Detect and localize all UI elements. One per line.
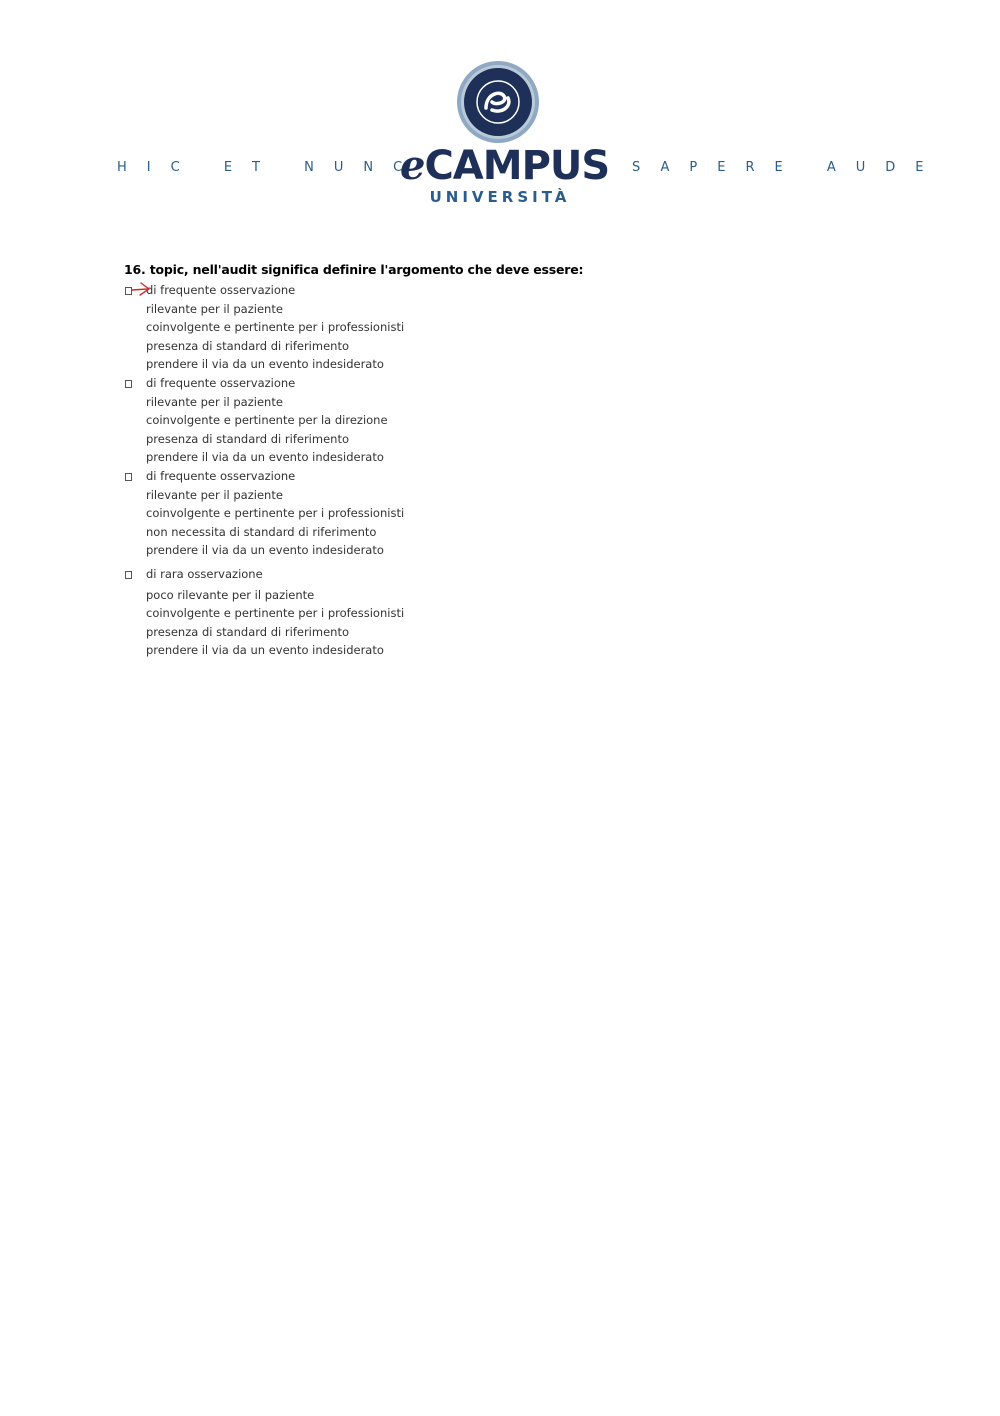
brand-subtitle: UNIVERSITÀ (429, 188, 571, 206)
option-line: di frequente osservazione (146, 375, 296, 390)
motto-left: HIC ET NUNC (117, 160, 423, 175)
answer-option-3[interactable] (124, 467, 884, 560)
option-line: poco rilevante per il paziente (146, 587, 315, 602)
option-line: prendere il via da un evento indesiderato (146, 450, 384, 465)
option-line: prendere il via da un evento indesiderato (146, 357, 384, 372)
option-line: coinvolgente e pertinente per i professionisti (146, 606, 405, 621)
option-line: rilevante per il paziente (146, 394, 283, 409)
red-arrow-icon (131, 282, 151, 296)
option-line: presenza di standard di riferimento (146, 624, 349, 639)
option-line: rilevante per il paziente (146, 301, 283, 316)
option-line: prendere il via da un evento indesiderato (146, 543, 384, 558)
option-line: di frequente osservazione (146, 283, 296, 297)
option-line: coinvolgente e pertinente per i professionisti (146, 320, 405, 335)
university-seal-icon (456, 60, 540, 144)
option-checkbox-icon[interactable] (125, 380, 132, 388)
option-line: coinvolgente e pertinente per la direzione (146, 413, 388, 428)
brand-logotype (400, 142, 610, 190)
answer-option-2[interactable] (124, 374, 884, 467)
option-line: prendere il via da un evento indesiderato (146, 643, 384, 658)
option-checkbox-icon[interactable] (125, 571, 132, 579)
document-header (0, 0, 1000, 230)
option-line: di rara osservazione (146, 566, 263, 581)
question-title: 16. topic, nell'audit significa definire l'argomento che deve essere: (124, 262, 584, 277)
brand-e-mark: e (400, 142, 425, 189)
option-line: presenza di standard di riferimento (146, 431, 349, 446)
option-checkbox-icon[interactable] (125, 473, 132, 481)
option-line: rilevante per il paziente (146, 487, 283, 502)
answer-option-4[interactable] (124, 565, 884, 660)
option-line: presenza di standard di riferimento (146, 338, 349, 353)
question-block (124, 262, 884, 660)
option-line: coinvolgente e pertinente per i professionisti (146, 506, 405, 521)
option-line: non necessita di standard di riferimento (146, 524, 377, 539)
motto-right: SAPERE AUDE (632, 160, 944, 175)
brand-name: CAMPUS (424, 143, 610, 189)
answer-option-1[interactable] (124, 281, 884, 374)
option-line: di frequente osservazione (146, 468, 296, 483)
